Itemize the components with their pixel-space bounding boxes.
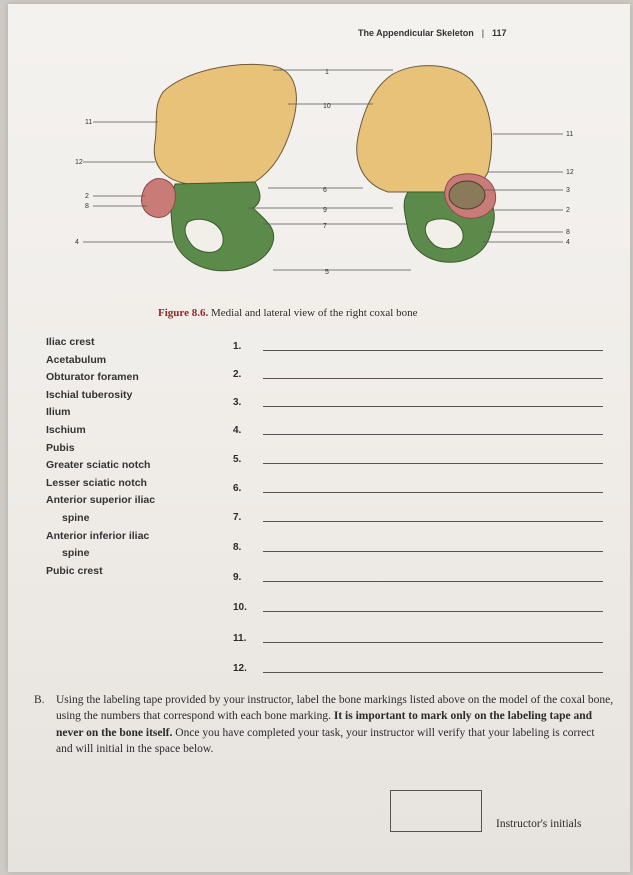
callout-left: 11 bbox=[85, 119, 93, 126]
callout-left: 8 bbox=[85, 203, 89, 210]
callout-center: 5 bbox=[325, 269, 329, 276]
answer-row bbox=[233, 447, 603, 467]
answer-number: 12. bbox=[233, 663, 247, 674]
term-item: Greater sciatic notch bbox=[46, 459, 151, 472]
callout-center: 10 bbox=[323, 103, 331, 110]
answer-blank[interactable] bbox=[263, 492, 603, 493]
answer-row bbox=[233, 595, 603, 615]
answer-number: 2. bbox=[233, 369, 242, 380]
callout-center: 6 bbox=[323, 187, 327, 194]
callout-left: 2 bbox=[85, 193, 89, 200]
page-number: 117 bbox=[492, 28, 507, 38]
answer-number: 1. bbox=[233, 341, 242, 352]
answer-blank[interactable] bbox=[263, 350, 603, 351]
answer-row bbox=[233, 418, 603, 438]
answer-number: 9. bbox=[233, 572, 242, 583]
term-item: Anterior inferior iliac bbox=[46, 529, 150, 542]
term-item: Acetabulum bbox=[46, 353, 107, 366]
figure-caption bbox=[158, 307, 558, 319]
answer-row bbox=[233, 656, 603, 676]
answer-number: 3. bbox=[233, 397, 242, 408]
separator: | bbox=[481, 28, 485, 38]
section-b-emphasis: It is important to mark only on the labeling tape and never on the bone itself. bbox=[56, 710, 592, 739]
auricular-surface bbox=[142, 179, 176, 218]
ilium-region bbox=[154, 64, 296, 184]
instructions-section-b bbox=[34, 692, 614, 757]
answer-row bbox=[233, 535, 603, 555]
answer-blank[interactable] bbox=[263, 406, 603, 407]
answer-blank[interactable] bbox=[263, 434, 603, 435]
term-item: Lesser sciatic notch bbox=[46, 476, 147, 489]
answer-blank[interactable] bbox=[263, 642, 603, 643]
callout-right: 4 bbox=[566, 239, 570, 246]
term-item: Pubic crest bbox=[46, 564, 103, 577]
answer-number: 4. bbox=[233, 425, 242, 436]
answer-blank[interactable] bbox=[263, 611, 603, 612]
bone-marking-terms bbox=[46, 334, 206, 580]
term-item: Obturator foramen bbox=[46, 371, 139, 384]
answer-blank[interactable] bbox=[263, 551, 603, 552]
term-item: Ilium bbox=[46, 406, 71, 419]
callout-left: 12 bbox=[75, 159, 83, 166]
answer-number: 8. bbox=[233, 542, 242, 553]
leader-lines bbox=[83, 70, 563, 270]
term-item: Anterior superior iliac bbox=[46, 494, 156, 507]
coxal-bone-illustration bbox=[63, 52, 603, 300]
acetabulum-socket bbox=[449, 181, 485, 209]
running-head bbox=[358, 28, 588, 38]
term-item-continuation: spine bbox=[62, 511, 90, 524]
callout-right: 2 bbox=[566, 207, 570, 214]
answer-number: 5. bbox=[233, 454, 242, 465]
lateral-view bbox=[357, 66, 496, 263]
instructor-initials-label: Instructor's initials bbox=[496, 818, 582, 830]
callout-center: 1 bbox=[325, 69, 329, 76]
figure-label: Figure 8.6. bbox=[158, 307, 209, 319]
answer-blank[interactable] bbox=[263, 463, 603, 464]
instructor-initials-box[interactable] bbox=[390, 790, 482, 832]
answer-number: 6. bbox=[233, 483, 242, 494]
answer-blank[interactable] bbox=[263, 581, 603, 582]
answer-number: 7. bbox=[233, 512, 242, 523]
chapter-title: The Appendicular Skeleton bbox=[358, 28, 474, 38]
medial-view bbox=[142, 64, 297, 270]
answer-row bbox=[233, 334, 603, 354]
callout-numbers bbox=[75, 69, 574, 276]
figure-caption-text: Medial and lateral view of the right coxal bone bbox=[210, 307, 418, 319]
ilium-region bbox=[357, 66, 492, 192]
answer-row bbox=[233, 390, 603, 410]
answer-row bbox=[233, 476, 603, 496]
answer-blank[interactable] bbox=[263, 672, 603, 673]
section-letter: B. bbox=[34, 694, 45, 706]
section-b-body bbox=[56, 692, 614, 757]
answer-number: 10. bbox=[233, 602, 247, 613]
answer-row bbox=[233, 505, 603, 525]
term-item: Pubis bbox=[46, 441, 75, 454]
textbook-page bbox=[8, 4, 630, 872]
callout-left: 4 bbox=[75, 239, 79, 246]
coxal-bone-figure bbox=[63, 52, 603, 300]
callout-center: 7 bbox=[323, 223, 327, 230]
term-item: Ischial tuberosity bbox=[46, 388, 133, 401]
section-b-text: Using the labeling tape provided by your instructor, label the bone markings listed above on the model of the coxal bone, using the numbers that correspond with each bone marking. bbox=[56, 694, 614, 723]
term-item-continuation: spine bbox=[62, 547, 90, 560]
term-item: Ischium bbox=[46, 423, 86, 436]
callout-right: 3 bbox=[566, 187, 570, 194]
callout-right: 12 bbox=[566, 169, 574, 176]
answer-number: 11. bbox=[233, 633, 247, 644]
section-b-text: Once you have completed your task, your instructor will verify that your labeling is correct and will initial in the space below. bbox=[56, 726, 595, 755]
answer-row bbox=[233, 626, 603, 646]
callout-center: 9 bbox=[323, 207, 327, 214]
answer-row bbox=[233, 565, 603, 585]
answer-blank[interactable] bbox=[263, 521, 603, 522]
callout-right: 8 bbox=[566, 229, 570, 236]
answer-row bbox=[233, 362, 603, 382]
term-item: Iliac crest bbox=[46, 336, 95, 348]
answer-blank[interactable] bbox=[263, 378, 603, 379]
callout-right: 11 bbox=[566, 131, 574, 138]
